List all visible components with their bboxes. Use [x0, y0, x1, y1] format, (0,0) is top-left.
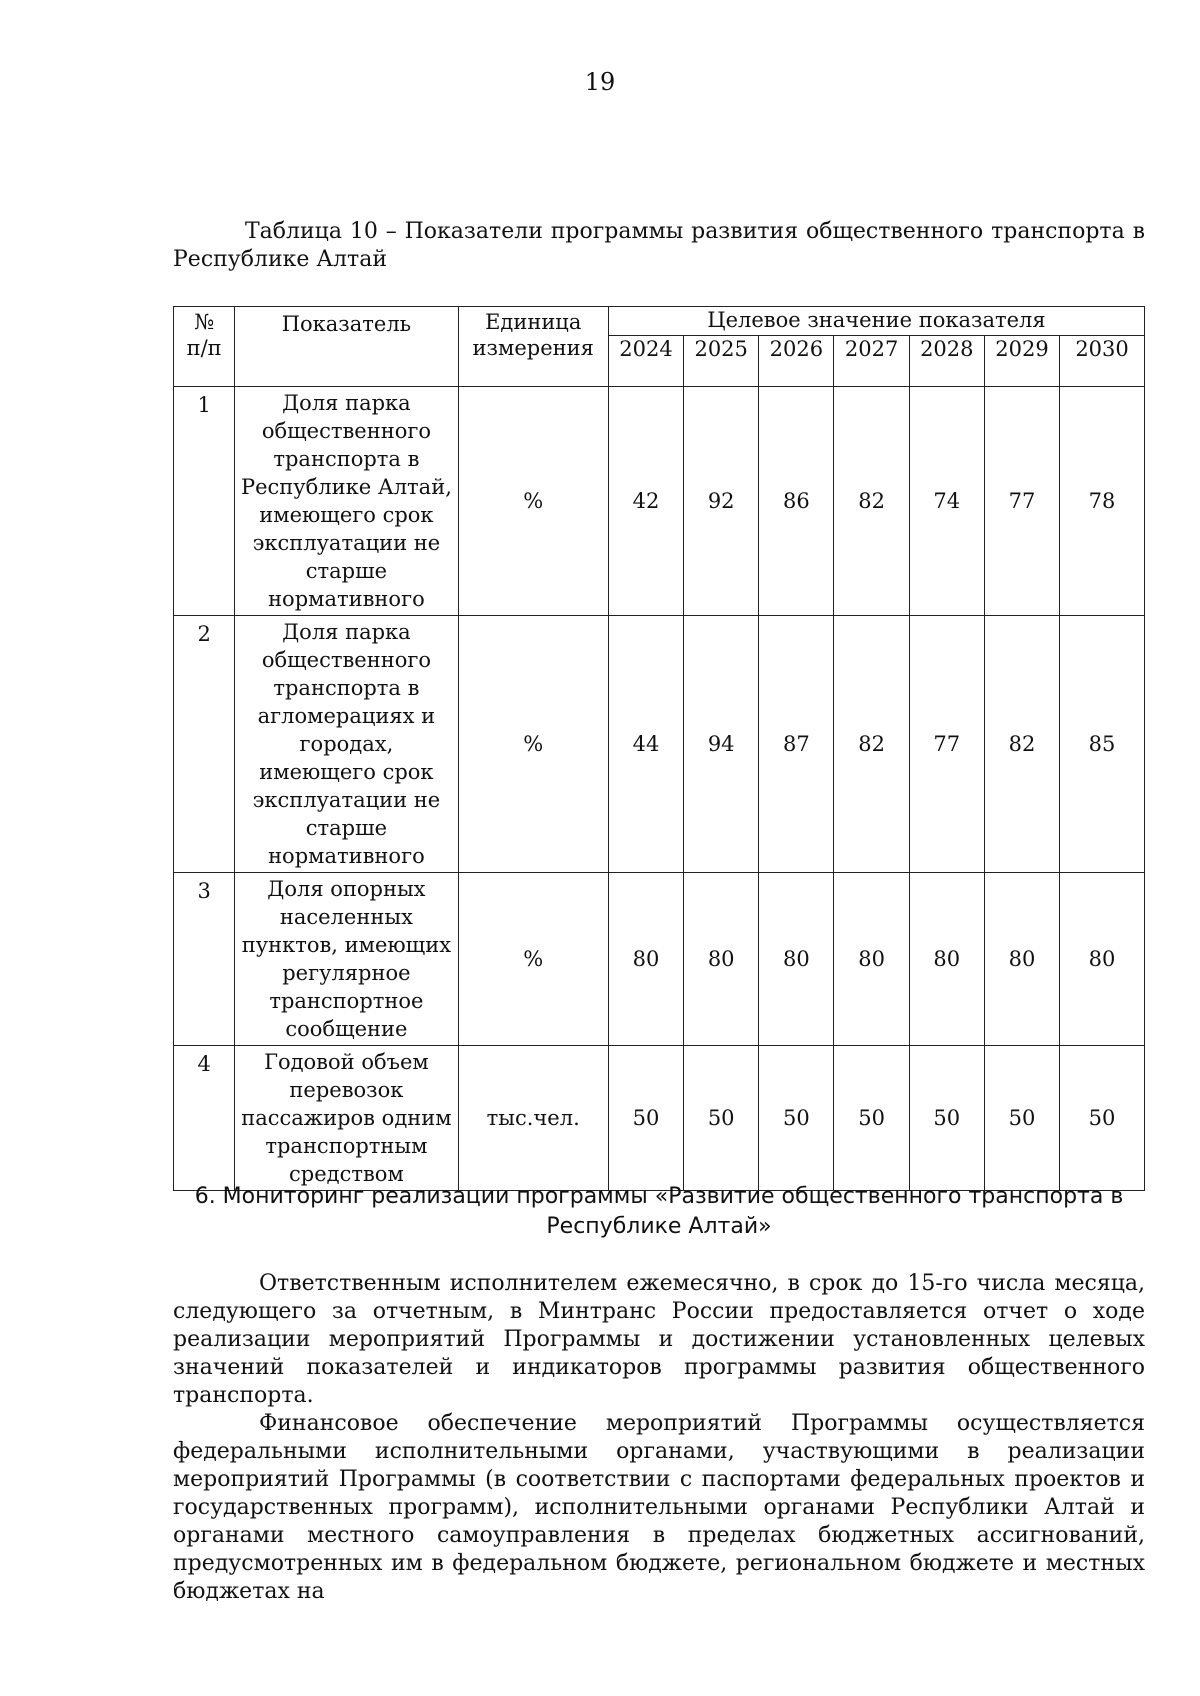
row-value: 94: [684, 616, 759, 873]
row-value: 85: [1060, 616, 1145, 873]
table-row: [174, 873, 1145, 1046]
header-target: Целевое значение показателя: [608, 307, 1144, 336]
header-year: 2028: [909, 336, 984, 387]
header-indicator: Показатель: [235, 307, 458, 387]
row-value: 80: [834, 873, 909, 1046]
header-year: 2030: [1060, 336, 1145, 387]
header-year: 2024: [608, 336, 683, 387]
row-value: 50: [684, 1046, 759, 1191]
indicators-table: [173, 306, 1145, 1191]
section-heading: 6. Мониторинг реализации программы «Развитие общественного транспорта в Республике Алтай»: [194, 1184, 1124, 1239]
row-value: 74: [909, 387, 984, 616]
table-caption: Таблица 10 – Показатели программы развития общественного транспорта в Республике Алтай: [173, 219, 1145, 272]
row-indicator: Доля парка общественного транспорта в Республике Алтай, имеющего срок эксплуатации не старше нормативного: [235, 387, 458, 616]
row-value: 82: [834, 616, 909, 873]
row-unit: %: [458, 387, 608, 616]
table-row: [174, 1046, 1145, 1191]
row-value: 82: [984, 616, 1059, 873]
row-indicator: Годовой объем перевозок пассажиров одним транспортным средством: [235, 1046, 458, 1191]
header-year: 2029: [984, 336, 1059, 387]
header-unit: Единица измерения: [458, 307, 608, 387]
row-value: 50: [1060, 1046, 1145, 1191]
row-num: 1: [174, 387, 235, 616]
row-unit: %: [458, 873, 608, 1046]
row-value: 77: [909, 616, 984, 873]
row-value: 80: [684, 873, 759, 1046]
row-value: 50: [909, 1046, 984, 1191]
paragraph: Финансовое обеспечение мероприятий Программы осуществляется федеральными исполнительными органами, участвующими в реализации мероприятий Программы (в соответствии с паспортами федеральных проектов и государственных программ), исполнительными органами Республики Алтай и органами местного самоуправления в пределах бюджетных ассигнований, предусмотренных им в федеральном бюджете, региональном бюджете и местных бюджетах на: [173, 1411, 1145, 1604]
header-year: 2027: [834, 336, 909, 387]
row-indicator: Доля парка общественного транспорта в агломерациях и городах, имеющего срок эксплуатации не старше нормативного: [235, 616, 458, 873]
table-row: [174, 387, 1145, 616]
row-value: 50: [834, 1046, 909, 1191]
row-value: 50: [759, 1046, 834, 1191]
row-value: 44: [608, 616, 683, 873]
header-year: 2026: [759, 336, 834, 387]
table-row: [174, 616, 1145, 873]
row-value: 80: [608, 873, 683, 1046]
row-value: 42: [608, 387, 683, 616]
row-indicator: Доля опорных населенных пунктов, имеющих регулярное транспортное сообщение: [235, 873, 458, 1046]
row-num: 2: [174, 616, 235, 873]
row-num: 4: [174, 1046, 235, 1191]
row-unit: %: [458, 616, 608, 873]
header-year: 2025: [684, 336, 759, 387]
row-value: 80: [909, 873, 984, 1046]
header-num: № п/п: [174, 307, 235, 387]
row-unit: тыс.чел.: [458, 1046, 608, 1191]
row-value: 87: [759, 616, 834, 873]
row-value: 80: [984, 873, 1059, 1046]
paragraph: Ответственным исполнителем ежемесячно, в срок до 15-го числа месяца, следующего за отчетным, в Минтранс России предоставляется отчет о ходе реализации мероприятий Программы и достижении установленных целевых значений показателей и индикаторов программы развития общественного транспорта.: [173, 1271, 1145, 1408]
row-value: 80: [759, 873, 834, 1046]
body-text: [173, 1270, 1145, 1606]
row-value: 77: [984, 387, 1059, 616]
row-value: 50: [984, 1046, 1059, 1191]
row-value: 78: [1060, 387, 1145, 616]
page-number: 19: [584, 68, 616, 96]
row-value: 92: [684, 387, 759, 616]
row-value: 50: [608, 1046, 683, 1191]
row-value: 82: [834, 387, 909, 616]
row-num: 3: [174, 873, 235, 1046]
row-value: 80: [1060, 873, 1145, 1046]
row-value: 86: [759, 387, 834, 616]
